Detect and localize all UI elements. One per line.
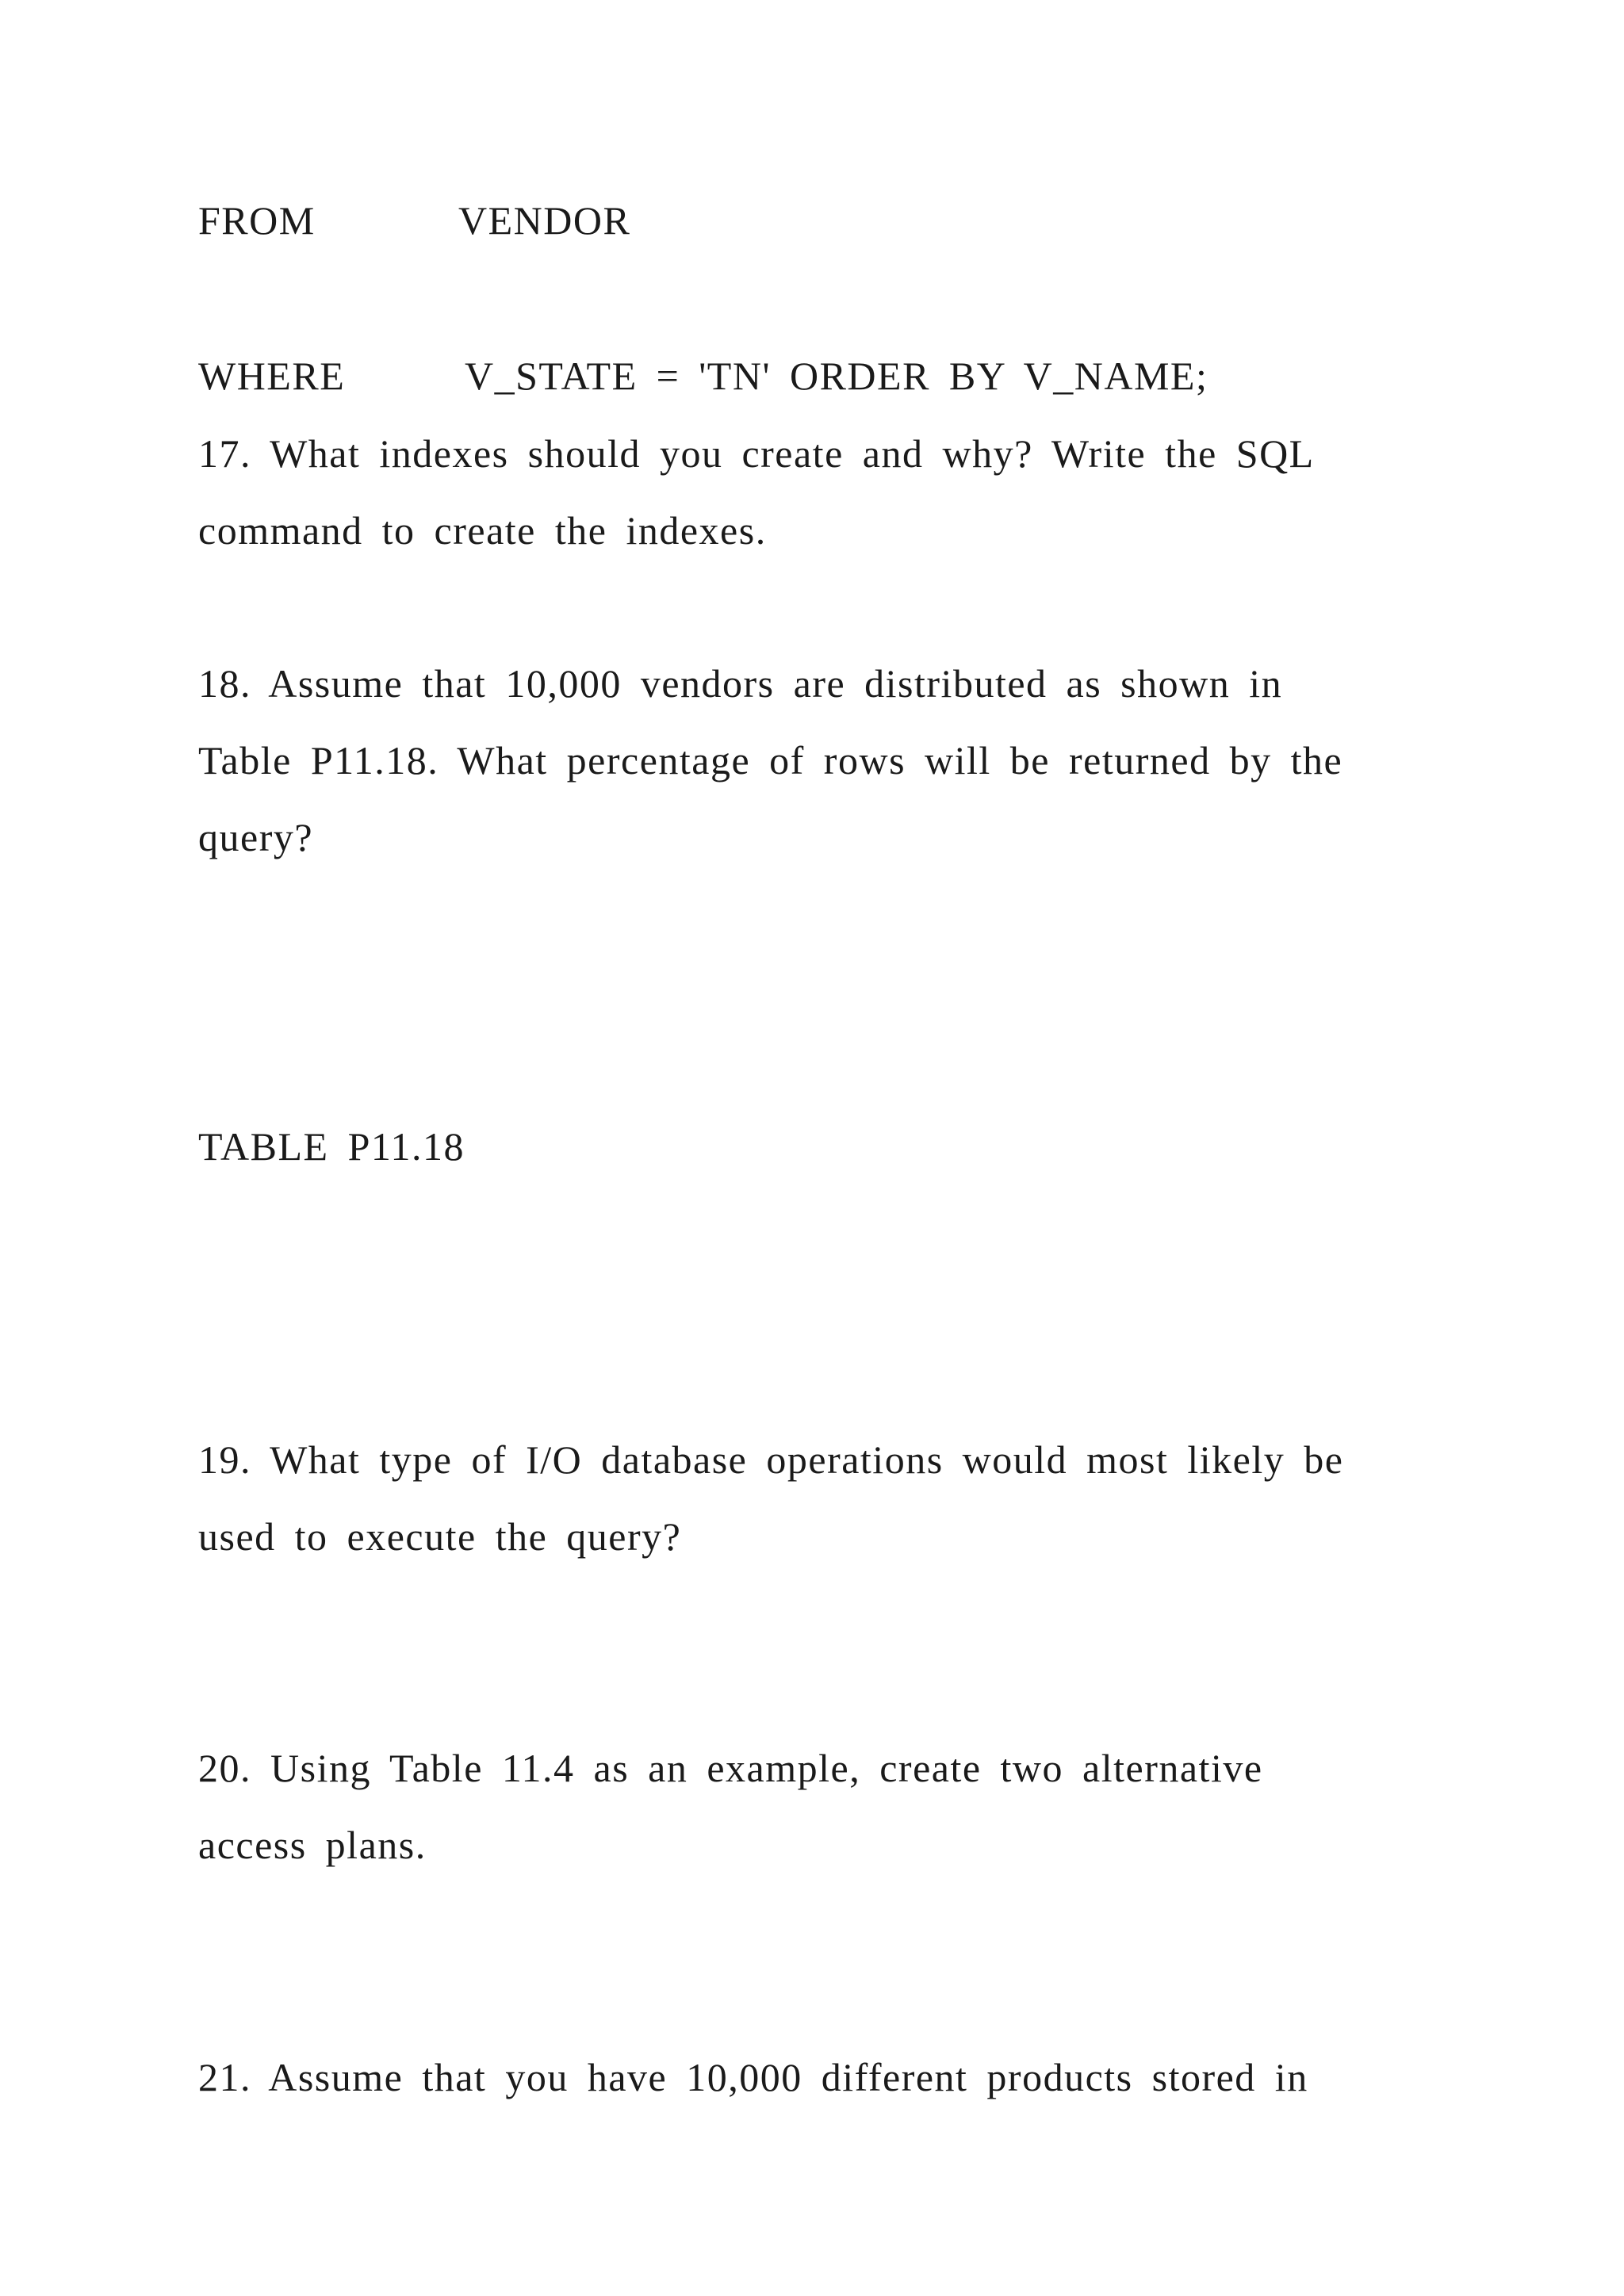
question-19-line-1: 19. What type of I/O database operations would most likely be — [198, 1437, 1344, 1482]
question-20-line-2: access plans. — [198, 1823, 427, 1867]
sql-where-keyword: WHERE — [198, 354, 346, 398]
table-caption: TABLE P11.18 — [198, 1124, 465, 1169]
question-21-line-1: 21. Assume that you have 10,000 different products stored in — [198, 2055, 1308, 2099]
question-17-line-1: 17. What indexes should you create and why? Write the SQL — [198, 431, 1315, 476]
question-18-line-3: query? — [198, 815, 314, 859]
question-19-line-2: used to execute the query? — [198, 1514, 682, 1559]
question-17-line-2: command to create the indexes. — [198, 508, 767, 553]
question-20-line-1: 20. Using Table 11.4 as an example, create two alternative — [198, 1746, 1263, 1790]
sql-where-clause: V_STATE = 'TN' ORDER BY V_NAME; — [465, 354, 1208, 398]
question-18-line-2: Table P11.18. What percentage of rows will be returned by the — [198, 738, 1343, 783]
sql-from-table: VENDOR — [458, 198, 631, 243]
question-18-line-1: 18. Assume that 10,000 vendors are distributed as shown in — [198, 661, 1283, 706]
sql-from-keyword: FROM — [198, 198, 316, 243]
